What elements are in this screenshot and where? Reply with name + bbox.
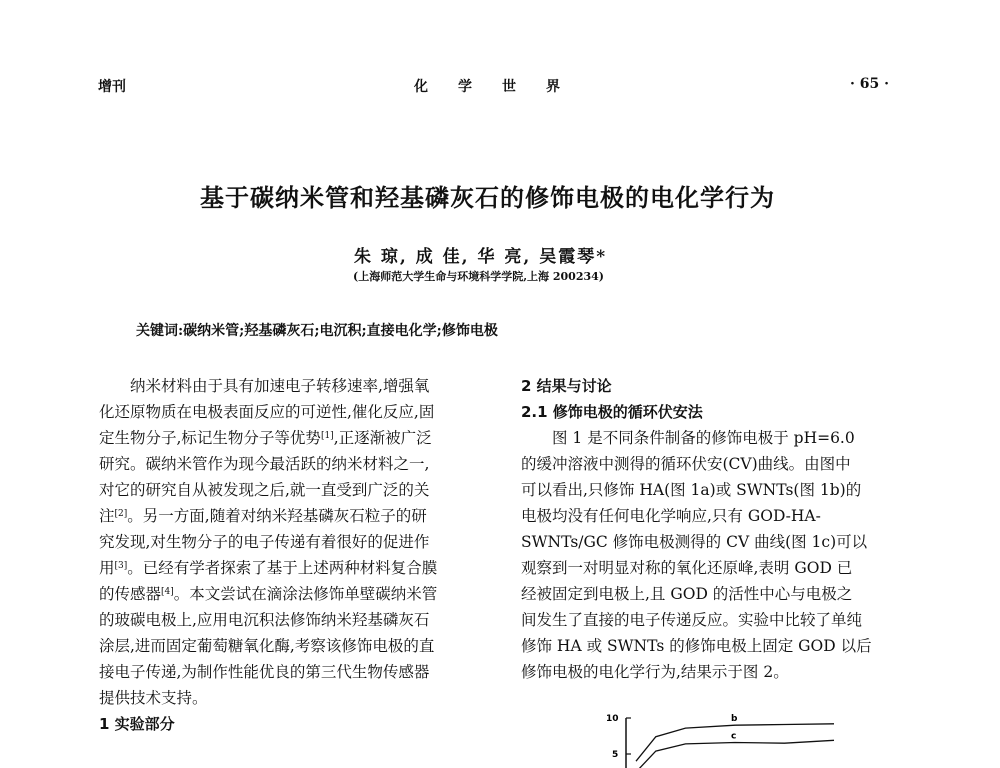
text-fragment: 。本文尝试在滴涂法修饰单壁碳纳米管 [173, 585, 438, 603]
citation-ref: [4] [161, 587, 174, 597]
y-tick-label: 10 [606, 714, 619, 724]
text-line: 的玻碳电极上,应用电沉积法修饰纳米羟基磷灰石 [99, 611, 430, 629]
page-number: · 65 · [850, 76, 889, 92]
text-line [99, 581, 494, 607]
text-line: 的缓冲溶液中测得的循环伏安(CV)曲线。由图中 [521, 455, 851, 473]
running-header-left: 增刊 [98, 79, 126, 95]
text-fragment: 的传感器 [99, 585, 162, 603]
series-line-c [636, 740, 834, 768]
citation-ref: [3] [114, 561, 128, 571]
cv-figure [598, 708, 858, 768]
subsection-heading: 2.1 修饰电极的循环伏安法 [521, 403, 703, 421]
series-label-c: c [731, 731, 737, 742]
text-line: 修饰电极的电化学行为,结果示于图 2。 [521, 663, 789, 681]
text-line: 电极均没有任何电化学响应,只有 GOD-HA- [521, 507, 821, 525]
text-line [99, 503, 494, 529]
text-line: 观察到一对明显对称的氧化还原峰,表明 GOD 已 [521, 559, 853, 577]
text-fragment: 用 [99, 559, 115, 577]
text-fragment: 。已经有学者探索了基于上述两种材料复合膜 [127, 559, 438, 577]
author-list: 朱 琼, 成 佳, 华 亮, 吴霞琴* [354, 247, 608, 267]
series-label-b: b [731, 714, 738, 725]
text-line: 提供技术支持。 [99, 689, 208, 707]
right-column [521, 373, 916, 685]
text-line [99, 425, 494, 451]
text-fragment: ,正逐渐被广泛 [333, 429, 432, 447]
text-line: 可以看出,只修饰 HA(图 1a)或 SWNTs(图 1b)的 [521, 481, 862, 499]
text-line: 修饰 HA 或 SWNTs 的修饰电极上固定 GOD 以后 [521, 637, 872, 655]
paper-title: 基于碳纳米管和羟基磷灰石的修饰电极的电化学行为 [200, 184, 775, 212]
text-fragment: 注 [99, 507, 115, 525]
text-line: 涂层,进而固定葡萄糖氧化酶,考察该修饰电极的直 [99, 637, 435, 655]
section-heading: 2 结果与讨论 [521, 377, 612, 395]
citation-ref: [2] [114, 509, 128, 519]
y-tick-label: 5 [612, 750, 619, 760]
text-fragment: 。另一方面,随着对纳米羟基磷灰石粒子的研 [127, 507, 427, 525]
affiliation: (上海师范大学生命与环境科学学院,上海 200234) [353, 270, 604, 283]
section-heading: 1 实验部分 [99, 715, 175, 733]
text-line: 纳米材料由于具有加速电子转移速率,增强氧 [130, 377, 430, 395]
text-line: SWNTs/GC 修饰电极测得的 CV 曲线(图 1c)可以 [521, 533, 868, 551]
text-line: 间发生了直接的电子传递反应。实验中比较了单纯 [521, 611, 863, 629]
text-fragment: 定生物分子,标记生物分子等优势 [99, 429, 321, 447]
journal-name: 化学世界 [414, 79, 590, 95]
text-line [99, 555, 494, 581]
text-line: 接电子传递,为制作性能优良的第三代生物传感器 [99, 663, 430, 681]
text-line: 对它的研究自从被发现之后,就一直受到广泛的关 [99, 481, 430, 499]
left-column [99, 373, 494, 737]
text-line: 研究。碳纳米管作为现今最活跃的纳米材料之一, [99, 455, 430, 473]
keywords: 关键词:碳纳米管;羟基磷灰石;电沉积;直接电化学;修饰电极 [136, 323, 498, 339]
text-line: 究发现,对生物分子的电子传递有着很好的促进作 [99, 533, 430, 551]
text-line: 化还原物质在电极表面反应的可逆性,催化反应,固 [99, 403, 435, 421]
text-line: 图 1 是不同条件制备的修饰电极于 pH=6.0 [552, 429, 855, 447]
citation-ref: [1] [320, 431, 334, 441]
text-line: 经被固定到电极上,且 GOD 的活性中心与电极之 [521, 585, 853, 603]
